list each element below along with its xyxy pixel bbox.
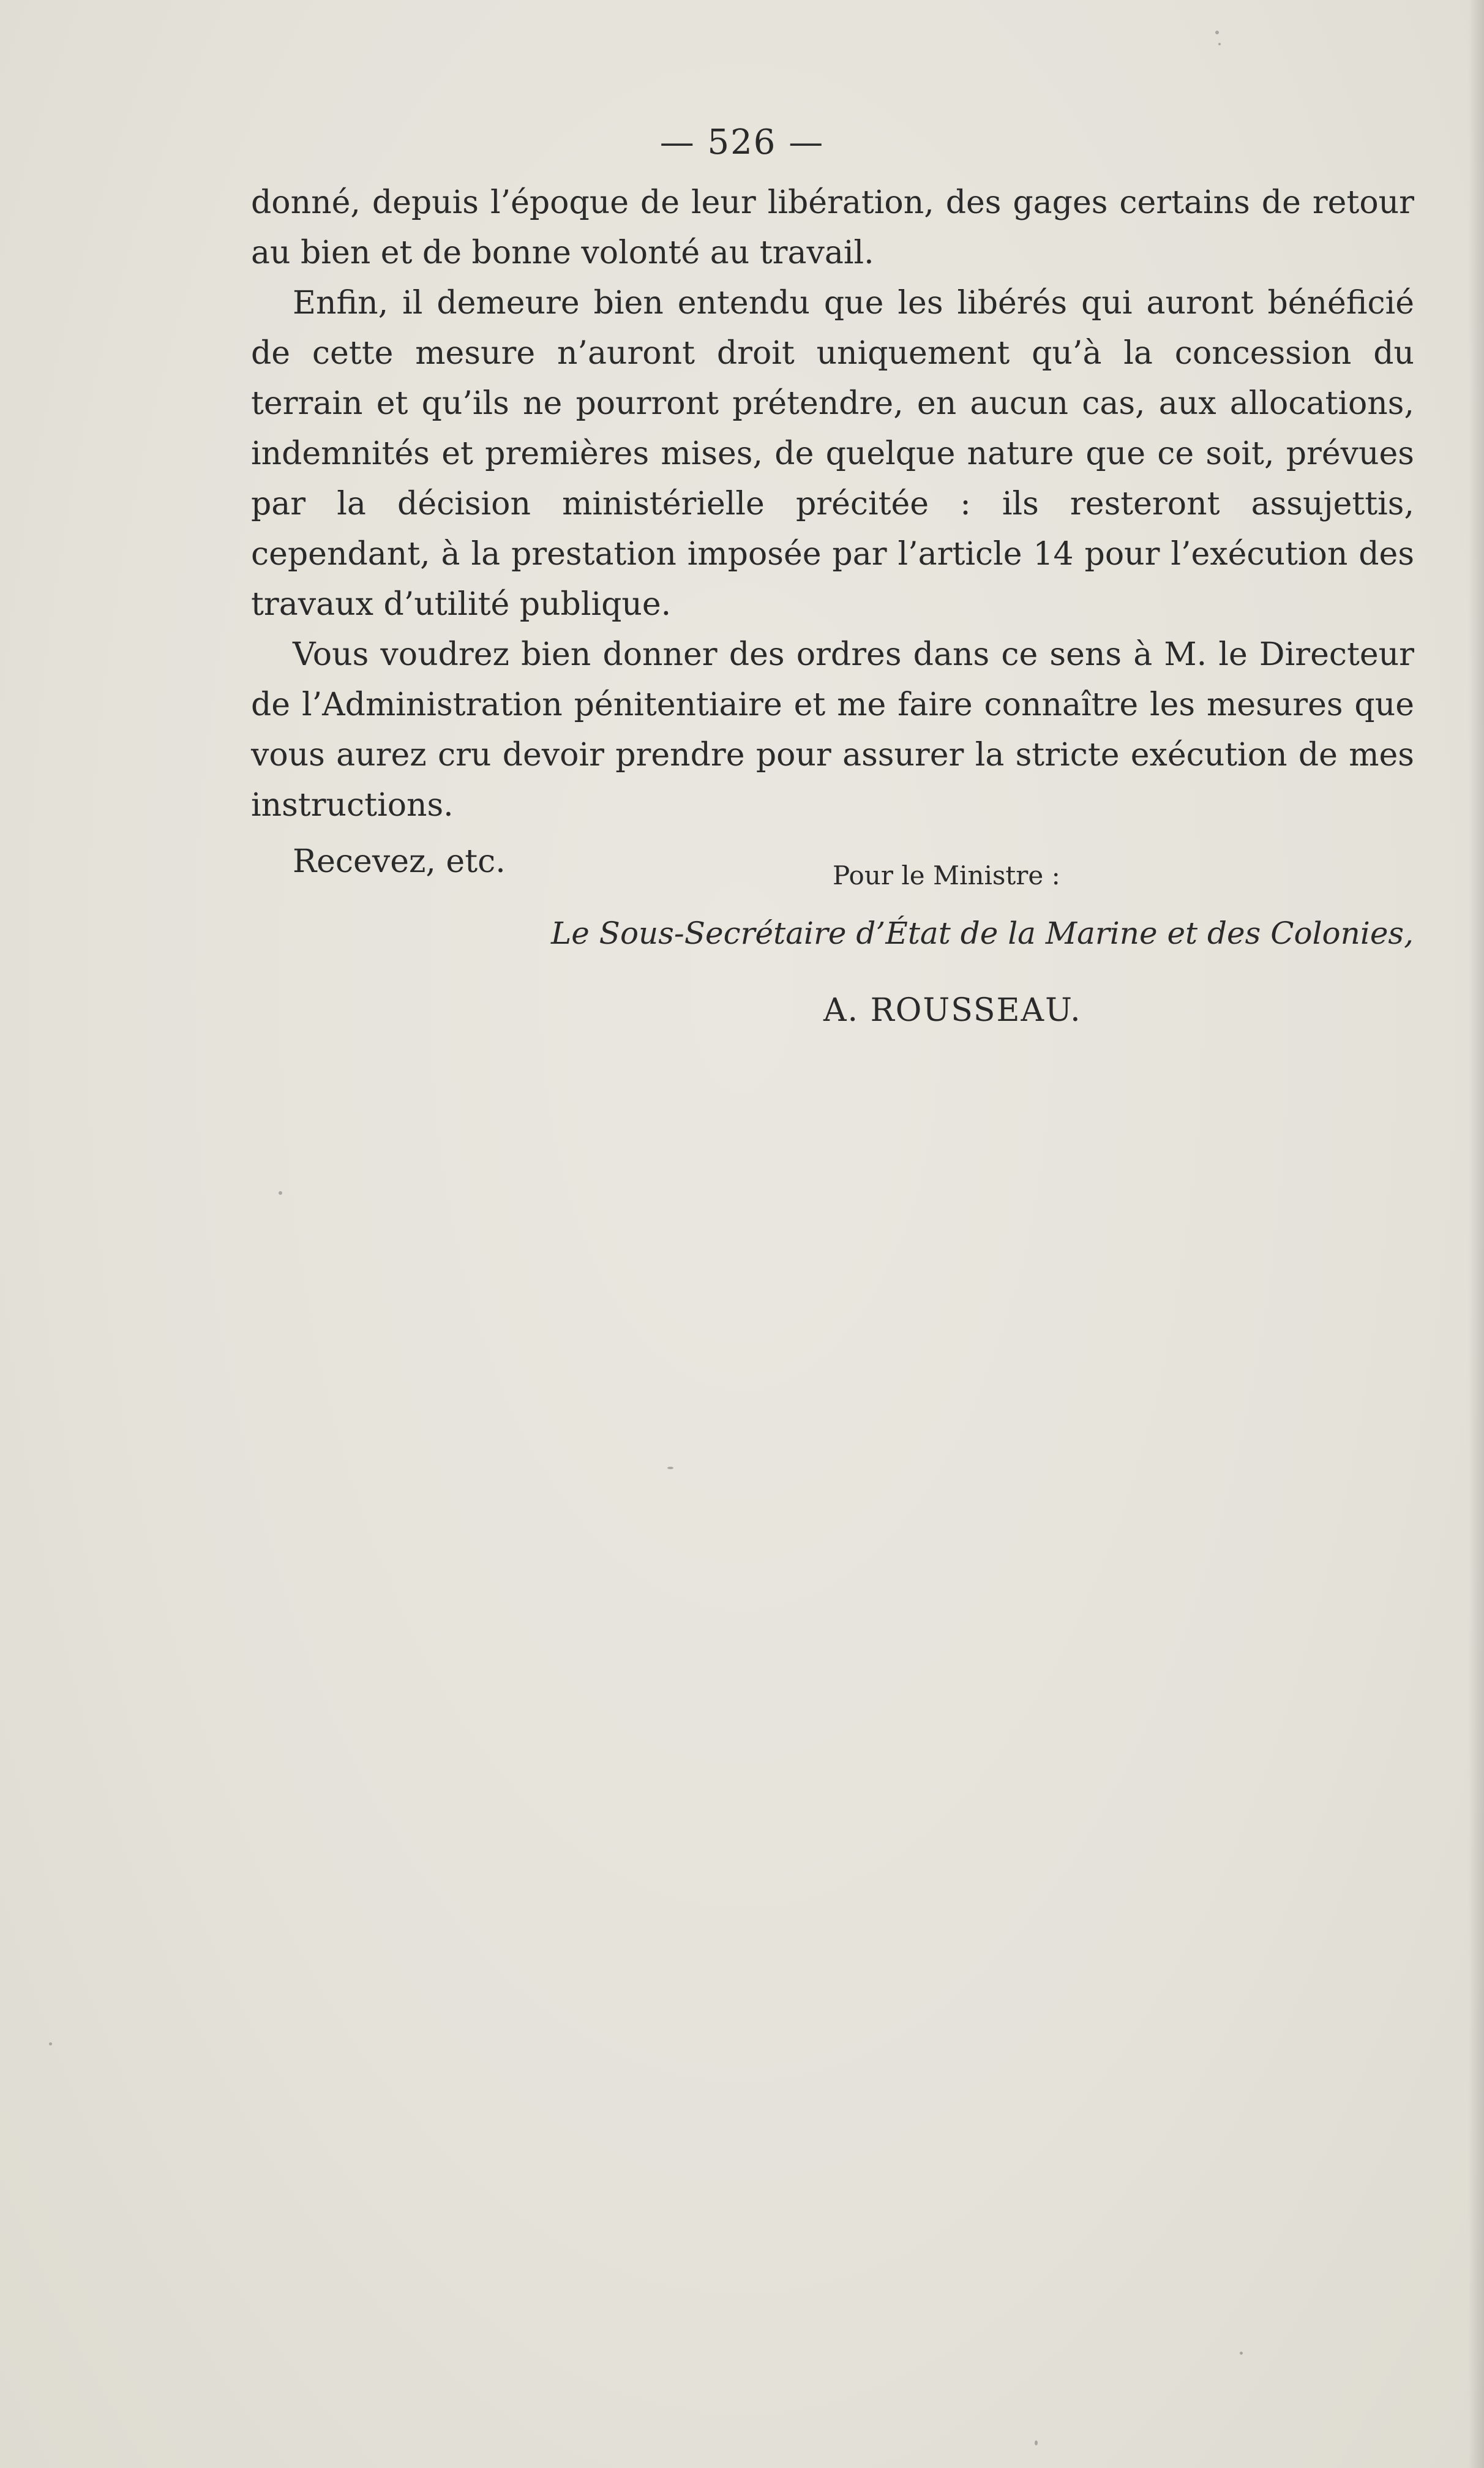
- paragraph-instructions: Vous voudrez bien donner des ordres dans ce sens à M. le Directeur de l’Administration pénitentiaire et me faire connaître les mesures que vous aurez cru devoir prendre pour assurer la stricte exécution de mes instructions.: [251, 636, 1414, 824]
- paragraph-continuation: donné, depuis l’époque de leur libération, des gages certains de retour au bien et de bonne volonté au travail.: [251, 184, 1414, 271]
- paragraph-enfin: Enfin, il demeure bien entendu que les libérés qui auront bénéficié de cette mesure n’auront droit uniquement qu’à la concession du terrain et qu’ils ne pourront prétendre, en aucun cas, aux allocations, indemnités et premières mises, de quelque nature que ce soit, prévues par la décision ministérielle précitée : ils resteront assujettis, cependant, à la prestation imposée par l’article 14 pour l’exécution des travaux d’utilité publique.: [251, 285, 1414, 623]
- paper-speck: [1218, 43, 1221, 45]
- body-text: [251, 178, 1414, 887]
- page-edge-shadow: [1468, 0, 1484, 2468]
- paper-speck: [667, 1467, 673, 1469]
- signatory-title: Le Sous-Secrétaire d’État de la Marine et des Colonies,: [551, 916, 1414, 951]
- closing-salutation: Recevez, etc.: [293, 843, 506, 880]
- paper-speck: [1240, 2352, 1243, 2355]
- signatory-name: A. ROUSSEAU.: [823, 992, 1082, 1029]
- paper-speck: [279, 1191, 282, 1195]
- paper-speck: [49, 2042, 52, 2045]
- paper-speck: [1215, 31, 1219, 34]
- pour-le-ministre-text: Pour le Ministre :: [833, 860, 1060, 890]
- page-number: — 526 —: [659, 122, 825, 162]
- paper-speck: [1035, 2440, 1038, 2445]
- pour-le-ministre: [0, 860, 1484, 890]
